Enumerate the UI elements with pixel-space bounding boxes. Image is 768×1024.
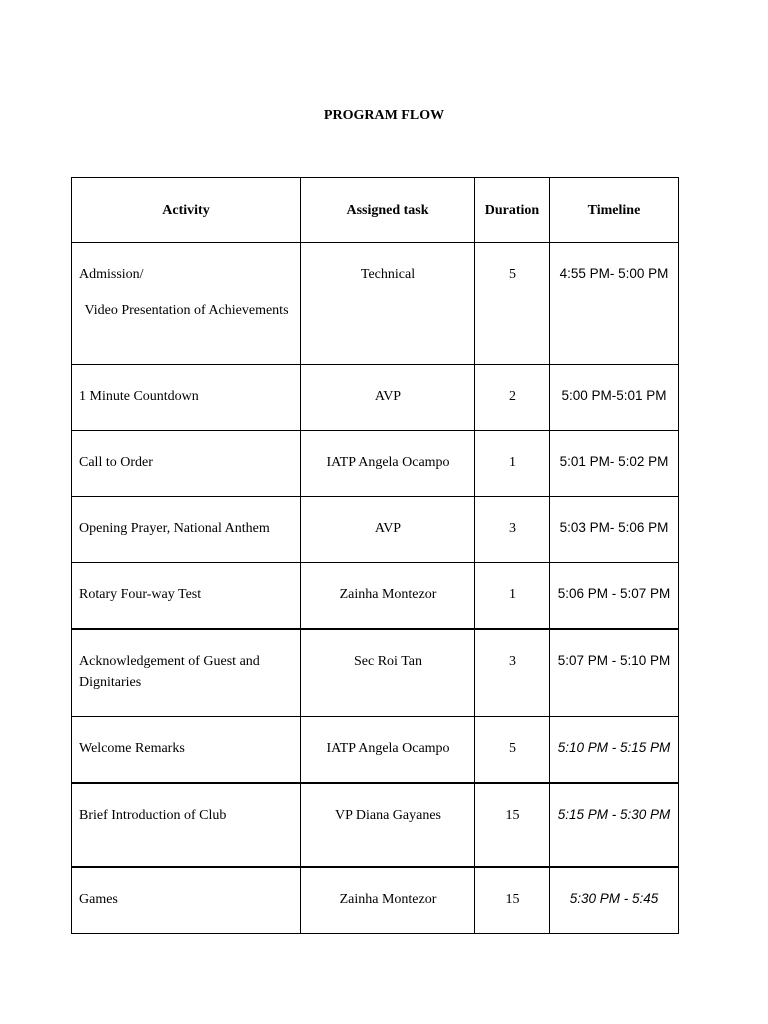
table-row [72, 783, 679, 867]
duration-text: 5 [509, 741, 516, 756]
duration-cell [475, 717, 550, 784]
header-timeline: Timeline [550, 178, 679, 243]
table-row [72, 717, 679, 784]
timeline-cell [550, 497, 679, 563]
duration-cell [475, 365, 550, 431]
activity-cell [72, 497, 301, 563]
timeline-text: 5:03 PM- 5:06 PM [559, 520, 669, 535]
timeline-cell [550, 365, 679, 431]
duration-text: 3 [509, 521, 516, 536]
task-text: Zainha Montezor [339, 587, 437, 602]
task-text: Zainha Montezor [339, 892, 437, 907]
timeline-cell [550, 243, 679, 365]
duration-text: 5 [509, 267, 516, 282]
table-row [72, 563, 679, 630]
activity-cell [72, 867, 301, 934]
table-row [72, 497, 679, 563]
duration-cell [475, 783, 550, 867]
activity-text: Brief Introduction of Club [79, 808, 227, 823]
program-flow-table [71, 177, 679, 934]
activity-cell [72, 431, 301, 497]
activity-text: Welcome Remarks [79, 741, 185, 756]
task-cell [301, 717, 475, 784]
task-text: AVP [374, 389, 402, 404]
duration-text: 1 [509, 455, 516, 470]
timeline-text: 5:06 PM - 5:07 PM [557, 586, 671, 601]
activity-text: Opening Prayer, National Anthem [79, 521, 270, 536]
task-cell [301, 563, 475, 630]
task-text: VP Diana Gayanes [334, 808, 441, 823]
table-row [72, 629, 679, 717]
activity-text: Rotary Four-way Test [79, 587, 202, 602]
timeline-cell [550, 431, 679, 497]
table-header-row [72, 178, 679, 243]
duration-cell [475, 563, 550, 630]
duration-text: 1 [509, 587, 516, 602]
task-text: IATP Angela Ocampo [326, 741, 450, 756]
activity-cell [72, 629, 301, 717]
activity-cell [72, 365, 301, 431]
timeline-cell [550, 717, 679, 784]
timeline-cell [550, 867, 679, 934]
duration-cell [475, 243, 550, 365]
activity-cell [72, 783, 301, 867]
header-assigned-task: Assigned task [301, 178, 475, 243]
task-cell [301, 431, 475, 497]
duration-cell [475, 431, 550, 497]
activity-cell [72, 717, 301, 784]
timeline-text: 5:01 PM- 5:02 PM [559, 454, 669, 469]
duration-text: 15 [505, 808, 520, 823]
table-row [72, 243, 679, 365]
task-cell [301, 243, 475, 365]
activity-text: Acknowledgement of Guest and Dignitaries [79, 654, 260, 690]
task-cell [301, 365, 475, 431]
duration-text: 3 [509, 654, 516, 669]
timeline-cell [550, 563, 679, 630]
duration-cell [475, 497, 550, 563]
duration-cell [475, 867, 550, 934]
table-row [72, 867, 679, 934]
table-row [72, 431, 679, 497]
page-title: PROGRAM FLOW [323, 108, 445, 123]
duration-text: 15 [505, 892, 520, 907]
activity-cell [72, 243, 301, 365]
task-text: IATP Angela Ocampo [326, 455, 450, 470]
task-cell [301, 497, 475, 563]
table-row [72, 365, 679, 431]
task-cell [301, 783, 475, 867]
task-text: Sec Roi Tan [354, 654, 422, 669]
timeline-text: 5:15 PM - 5:30 PM [557, 807, 671, 822]
activity-text: Games [79, 892, 118, 907]
timeline-cell [550, 629, 679, 717]
timeline-text: 5:30 PM - 5:45 [569, 891, 659, 906]
task-text: Technical [360, 267, 416, 282]
activity-cell [72, 563, 301, 630]
timeline-text: 5:07 PM - 5:10 PM [557, 653, 671, 668]
timeline-text: 5:00 PM-5:01 PM [561, 388, 667, 403]
timeline-cell [550, 783, 679, 867]
header-activity: Activity [72, 178, 301, 243]
task-cell [301, 629, 475, 717]
activity-text: Call to Order [79, 455, 153, 470]
activity-text: 1 Minute Countdown [79, 389, 199, 404]
task-text: AVP [374, 521, 402, 536]
duration-text: 2 [509, 389, 516, 404]
timeline-text: 4:55 PM- 5:00 PM [559, 266, 669, 281]
activity-subtext: Video Presentation of Achievements [84, 303, 289, 318]
header-duration: Duration [475, 178, 550, 243]
task-cell [301, 867, 475, 934]
activity-text: Admission/ [79, 267, 144, 282]
duration-cell [475, 629, 550, 717]
timeline-text: 5:10 PM - 5:15 PM [557, 740, 671, 755]
